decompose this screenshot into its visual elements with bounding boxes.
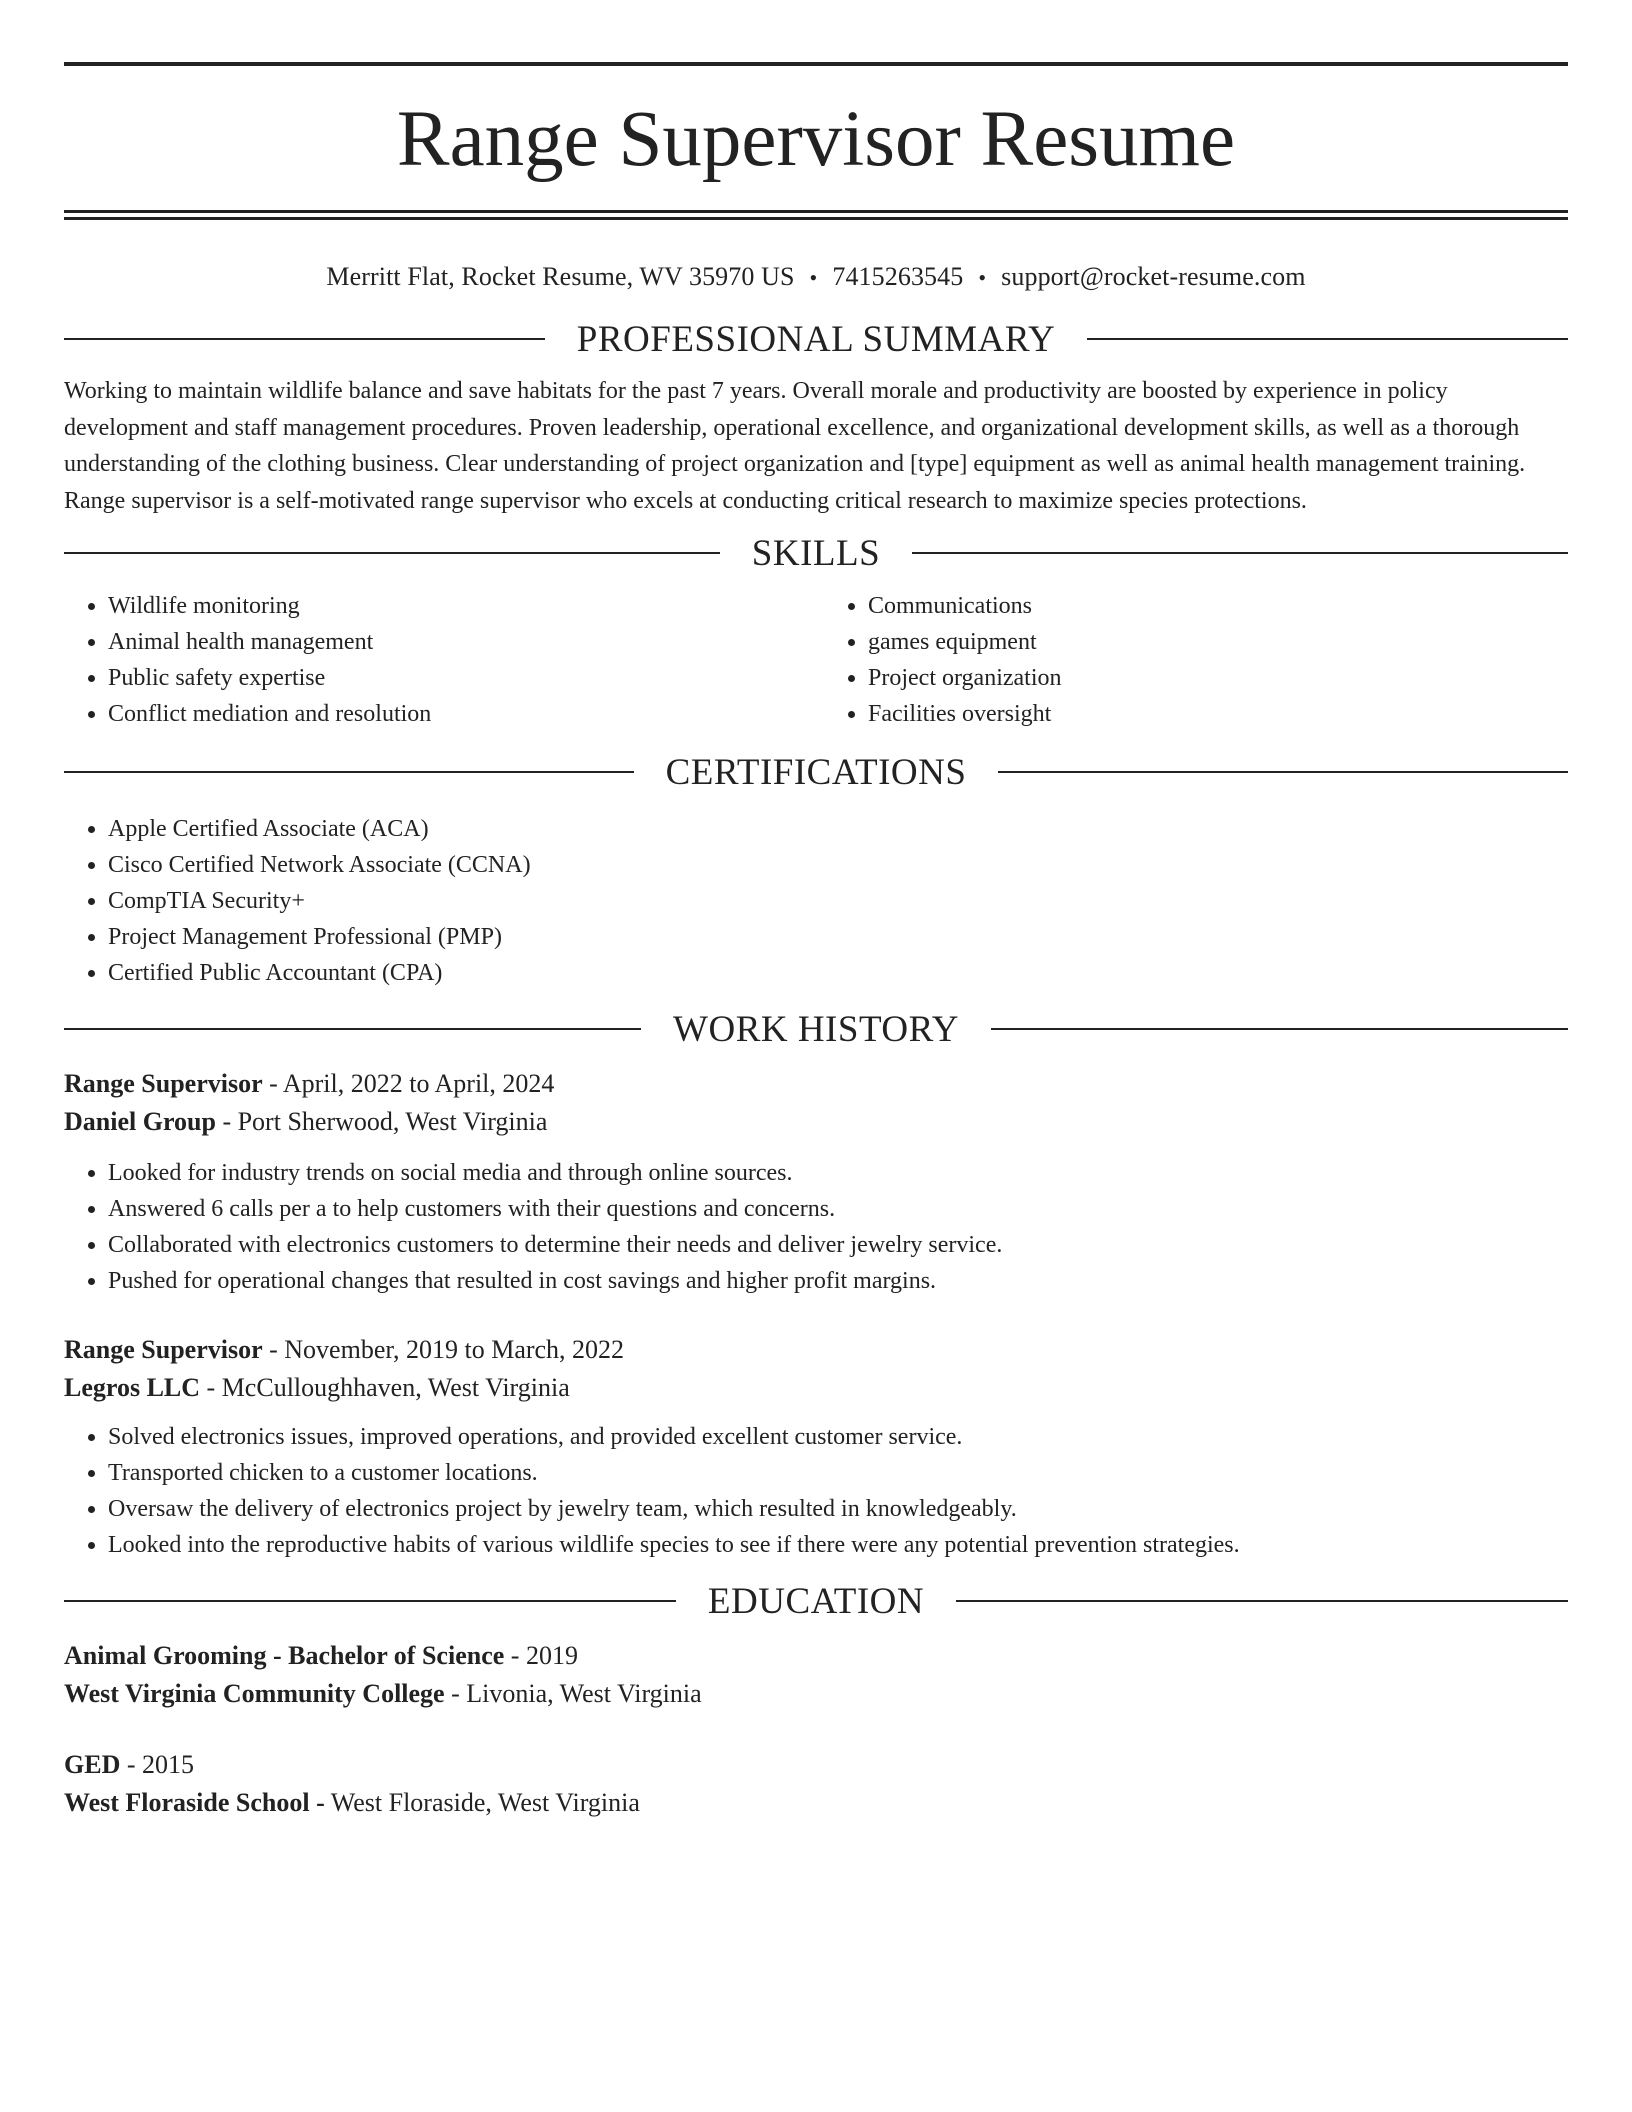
education-title: EDUCATION	[707, 1580, 925, 1622]
heading-rule	[64, 1600, 676, 1602]
education-entry	[64, 1637, 1568, 1713]
education-school-suffix: -	[309, 1788, 325, 1817]
education-entry	[64, 1746, 1568, 1822]
job-bullets	[64, 1419, 1568, 1563]
certification-item: • Project Management Professional (PMP)	[108, 919, 1568, 955]
job-title: Range Supervisor	[64, 1069, 263, 1098]
education-school: West Floraside School	[64, 1788, 310, 1817]
skill-item: • Project organization	[868, 660, 1568, 696]
education-year: - 2019	[504, 1641, 578, 1670]
job-title-line	[64, 1065, 1568, 1103]
job-company-line	[64, 1369, 1568, 1407]
contact-email: support@rocket-resume.com	[1001, 262, 1306, 291]
contact-phone: 7415263545	[832, 262, 964, 291]
heading-rule	[64, 338, 545, 340]
job-company: Daniel Group	[64, 1107, 216, 1136]
summary-heading	[64, 313, 1568, 365]
skill-item: • Facilities oversight	[868, 696, 1568, 732]
skills-list-left	[64, 588, 808, 732]
skill-item: • Conflict mediation and resolution	[108, 696, 808, 732]
certifications-heading	[64, 746, 1568, 798]
education-degree-line	[64, 1637, 1568, 1675]
job-company-line	[64, 1103, 1568, 1141]
skill-item: • Communications	[868, 588, 1568, 624]
job-bullet: • Collaborated with electronics customers to determine their needs and deliver jewelry service.	[108, 1227, 1568, 1263]
work-heading	[64, 1003, 1568, 1055]
job-bullet: • Oversaw the delivery of electronics project by jewelry team, which resulted in knowledgeably.	[108, 1491, 1568, 1527]
skill-item: • Wildlife monitoring	[108, 588, 808, 624]
heading-rule	[64, 771, 634, 773]
education-school-line	[64, 1675, 1568, 1713]
top-rule	[64, 62, 1568, 66]
education-location: West Floraside, West Virginia	[324, 1788, 640, 1817]
certifications-title: CERTIFICATIONS	[665, 751, 967, 793]
skills-list-right	[808, 588, 1568, 732]
summary-title: PROFESSIONAL SUMMARY	[576, 318, 1056, 360]
job-bullet: • Transported chicken to a customer locations.	[108, 1455, 1568, 1491]
job-bullets	[64, 1155, 1568, 1299]
resume-page	[64, 62, 1568, 1822]
skill-item: • games equipment	[868, 624, 1568, 660]
certification-item: • Cisco Certified Network Associate (CCNA)	[108, 847, 1568, 883]
education-degree: GED	[64, 1750, 121, 1779]
job-dates: - April, 2022 to April, 2024	[262, 1069, 555, 1098]
certifications-list	[64, 811, 1568, 991]
job-company: Legros LLC	[64, 1373, 201, 1402]
skills-title: SKILLS	[751, 532, 881, 574]
job-bullet: • Looked for industry trends on social media and through online sources.	[108, 1155, 1568, 1191]
heading-rule	[64, 1028, 641, 1030]
certification-item: • CompTIA Security+	[108, 883, 1568, 919]
job-entry	[64, 1065, 1568, 1299]
job-dates: - November, 2019 to March, 2022	[262, 1335, 625, 1364]
summary-text: Working to maintain wildlife balance and save habitats for the past 7 years. Overall morale and productivity are boosted by experience in policy development and staff management procedures. Proven leadership, operational excellence, and organizational development skills, as well as a thorough understanding of the clothing business. Clear understanding of project organization and [type] equipment as well as animal health management training. Range supervisor is a self-motivated range supervisor who excels at conducting critical research to maximize species protections.	[64, 378, 1526, 514]
job-bullet: • Pushed for operational changes that resulted in cost savings and higher profit margins.	[108, 1263, 1568, 1299]
contact-separator: •	[809, 265, 818, 290]
education-degree: Animal Grooming - Bachelor of Science	[64, 1641, 505, 1670]
education-location: - Livonia, West Virginia	[444, 1679, 702, 1708]
skills-grid	[64, 588, 1568, 732]
skills-heading	[64, 527, 1568, 579]
heading-rule	[64, 552, 720, 554]
job-title-line	[64, 1331, 1568, 1369]
certification-item: • Apple Certified Associate (ACA)	[108, 811, 1568, 847]
job-entry	[64, 1331, 1568, 1563]
contact-separator: •	[978, 265, 987, 290]
certification-item: • Certified Public Accountant (CPA)	[108, 955, 1568, 991]
contact-address: Merritt Flat, Rocket Resume, WV 35970 US	[326, 262, 795, 291]
job-bullet: • Looked into the reproductive habits of various wildlife species to see if there were any potential prevention strategies.	[108, 1527, 1568, 1563]
heading-rule	[956, 1600, 1568, 1602]
heading-rule	[991, 1028, 1568, 1030]
job-title: Range Supervisor	[64, 1335, 263, 1364]
skill-item: • Public safety expertise	[108, 660, 808, 696]
education-heading	[64, 1575, 1568, 1627]
job-location: - Port Sherwood, West Virginia	[215, 1107, 548, 1136]
education-school: West Virginia Community College	[64, 1679, 445, 1708]
heading-rule	[1087, 338, 1568, 340]
work-title: WORK HISTORY	[673, 1008, 959, 1050]
job-bullet: • Answered 6 calls per a to help customers with their questions and concerns.	[108, 1191, 1568, 1227]
contact-line	[64, 255, 1568, 299]
job-bullet: • Solved electronics issues, improved operations, and provided excellent customer service.	[108, 1419, 1568, 1455]
title-double-rule	[64, 210, 1568, 220]
education-degree-line	[64, 1746, 1568, 1784]
education-year: - 2015	[120, 1750, 195, 1779]
skill-item: • Animal health management	[108, 624, 808, 660]
education-school-line	[64, 1784, 1568, 1822]
job-location: - McCulloughhaven, West Virginia	[200, 1373, 570, 1402]
heading-rule	[912, 552, 1568, 554]
page-title: Range Supervisor Resume	[396, 96, 1236, 183]
heading-rule	[998, 771, 1568, 773]
